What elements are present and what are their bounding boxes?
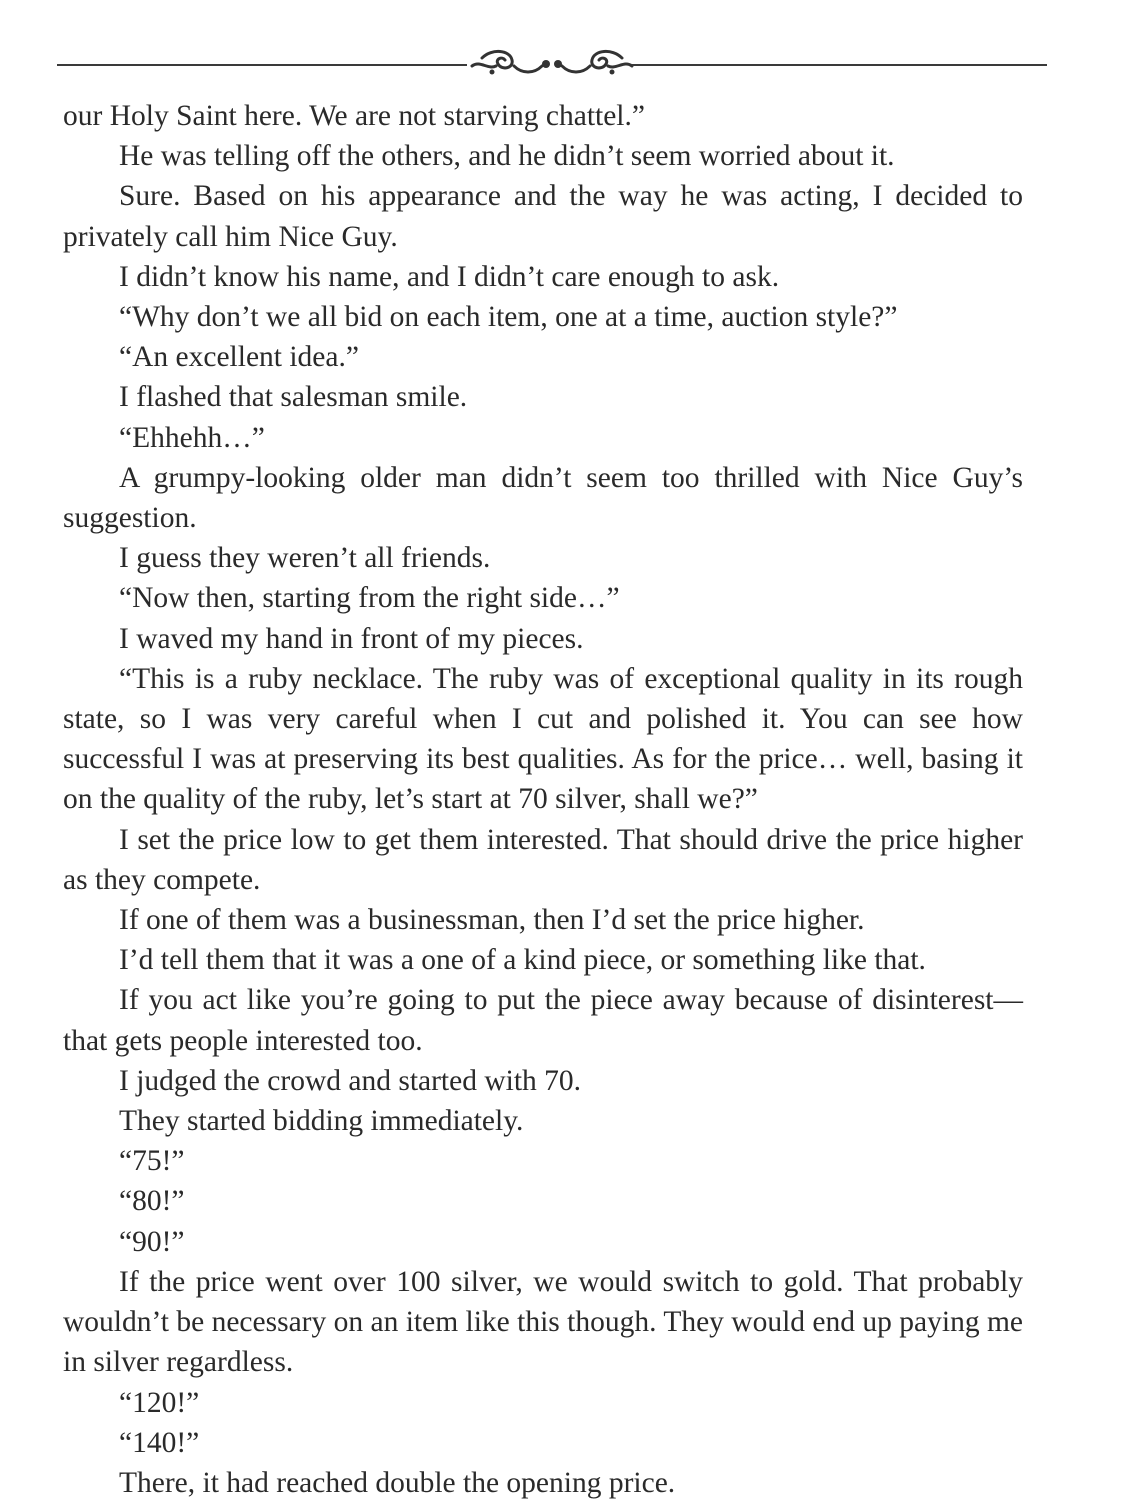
paragraph: If you act like you’re going to put the piece away because of disinterest—that gets people interested too.	[63, 984, 1023, 1057]
paragraph: “75!”	[119, 1145, 185, 1178]
paragraph: A grumpy-looking older man didn’t seem too thrilled with Nice Guy’s suggestion.	[63, 461, 1023, 535]
paragraph: “Ehhehh…”	[119, 421, 265, 454]
paragraph: “This is a ruby necklace. The ruby was of exceptional quality in its rough state, so I was very careful when I cut and polished it. You can see how successful I was at preserving its best qualities. As for the price… well, basing it on the quality of the ruby, let’s start at 70 silver, shall we?”	[63, 662, 1023, 816]
header-rule-left	[57, 64, 467, 66]
paragraph: I didn’t know his name, and I didn’t care enough to ask.	[119, 260, 780, 293]
fleuron-scroll-icon	[462, 44, 642, 84]
paragraph: He was telling off the others, and he didn’t seem worried about it.	[119, 140, 895, 173]
paragraph: our Holy Saint here. We are not starving chattel.”	[63, 100, 645, 132]
paragraph: “90!”	[119, 1225, 185, 1258]
page-header-ornament	[57, 44, 1047, 84]
paragraph: They started bidding immediately.	[119, 1105, 524, 1138]
paragraph: I guess they weren’t all friends.	[119, 542, 491, 575]
paragraph: There, it had reached double the opening price.	[119, 1466, 676, 1499]
paragraph: “An excellent idea.”	[119, 341, 359, 374]
paragraph: I flashed that salesman smile.	[119, 381, 468, 414]
paragraph: “120!”	[119, 1386, 200, 1419]
paragraph: If the price went over 100 silver, we would switch to gold. That probably wouldn’t be necessary on an item like this though. They would end up paying me in silver regardless.	[63, 1265, 1023, 1379]
paragraph: I waved my hand in front of my pieces.	[119, 622, 584, 655]
paragraph: I’d tell them that it was a one of a kind piece, or something like that.	[119, 944, 926, 977]
paragraph: “Why don’t we all bid on each item, one at a time, auction style?”	[119, 301, 898, 334]
paragraph: If one of them was a businessman, then I’d set the price higher.	[119, 904, 865, 937]
book-page-body	[63, 96, 1023, 1503]
paragraph: “Now then, starting from the right side…”	[119, 582, 620, 615]
header-rule-right	[632, 64, 1047, 66]
paragraph: I judged the crowd and started with 70.	[119, 1064, 582, 1097]
paragraph: I set the price low to get them interested. That should drive the price higher as they compete.	[63, 823, 1023, 896]
paragraph: “80!”	[119, 1185, 185, 1218]
paragraph: Sure. Based on his appearance and the way he was acting, I decided to privately call him Nice Guy.	[63, 180, 1023, 253]
paragraph: “140!”	[119, 1426, 200, 1459]
